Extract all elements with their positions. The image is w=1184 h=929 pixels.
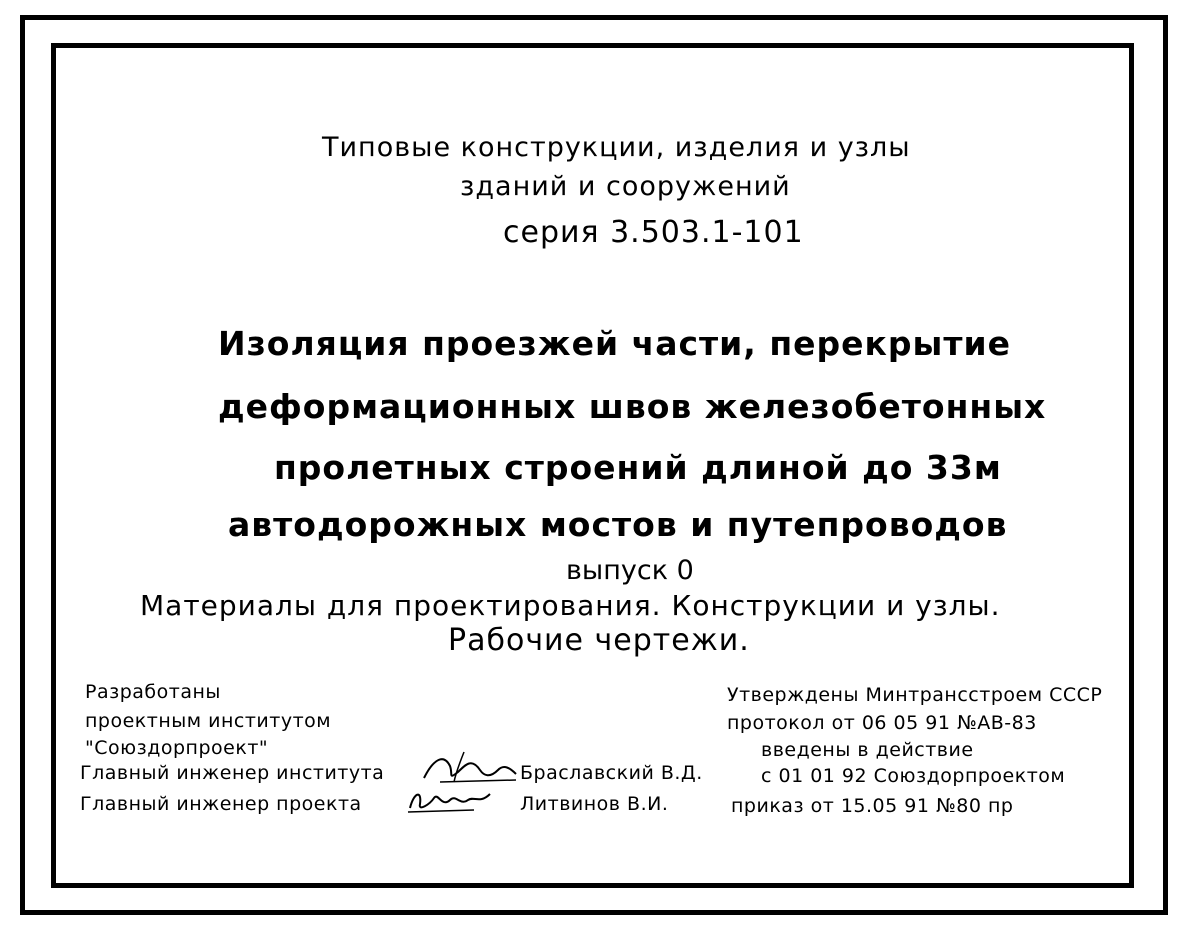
chief-engineer-institute-label: Главный инженер института xyxy=(80,762,385,784)
signature-litvinov xyxy=(404,782,494,818)
chief-engineer-institute-name: Браславский В.Д. xyxy=(520,762,703,784)
order-number: приказ от 15.05 91 №80 пр xyxy=(731,795,1014,817)
series-number: серия 3.503.1-101 xyxy=(503,215,804,250)
title-line-3: пролетных строений длиной до 33м xyxy=(274,448,1002,487)
title-line-1: Изоляция проезжей части, перекрытие xyxy=(218,324,1012,363)
chief-engineer-project-label: Главный инженер проекта xyxy=(80,793,362,815)
title-line-4: автодорожных мостов и путепроводов xyxy=(228,505,1008,544)
header-line-1: Типовые конструкции, изделия и узлы xyxy=(322,132,911,163)
header-line-2: зданий и сооружений xyxy=(460,171,791,202)
issue-number: выпуск 0 xyxy=(566,555,694,586)
approved-by: Утверждены Минтрансстроем СССР xyxy=(727,684,1103,706)
subtitle-line-1: Материалы для проектирования. Конструкции и узлы. xyxy=(140,589,1001,622)
title-line-2: деформационных швов железобетонных xyxy=(218,387,1047,426)
institute-name: "Союздорпроект" xyxy=(85,737,269,759)
approval-protocol: протокол от 06 05 91 №АВ-83 xyxy=(727,712,1037,734)
developed-by-label: Разработаны xyxy=(85,681,221,703)
chief-engineer-project-name: Литвинов В.И. xyxy=(520,793,669,815)
enacted-date: с 01 01 92 Союздорпроектом xyxy=(761,765,1066,787)
subtitle-line-2: Рабочие чертежи. xyxy=(448,623,750,658)
institute-label: проектным институтом xyxy=(85,710,332,732)
enacted-label: введены в действие xyxy=(761,739,974,761)
